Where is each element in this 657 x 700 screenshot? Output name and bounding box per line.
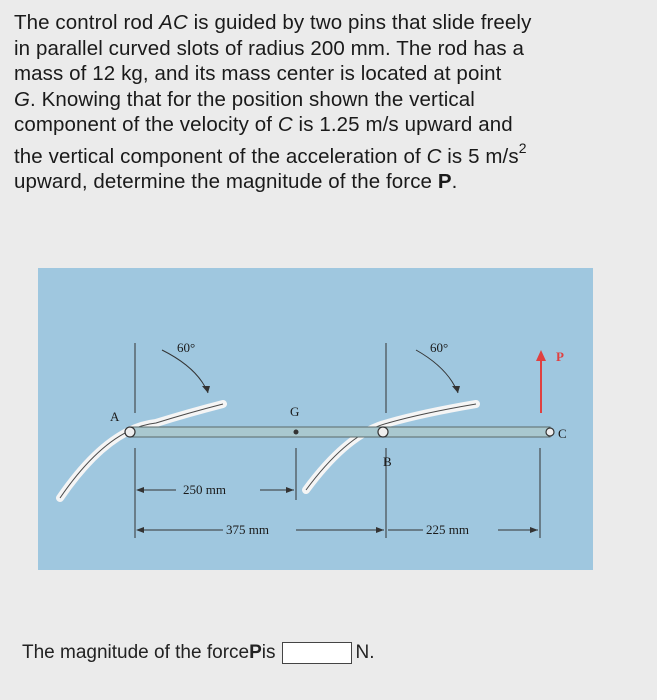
problem-line	[14, 169, 644, 195]
control-rod	[130, 427, 550, 437]
answer-bold-symbol: P	[249, 642, 262, 663]
figure-diagram	[38, 268, 593, 570]
mass-center-G	[294, 430, 299, 435]
dim-375: 375 mm	[226, 522, 269, 537]
label-B: B	[383, 454, 392, 469]
problem-line	[14, 87, 644, 113]
answer-prefix: The magnitude of the force	[22, 642, 250, 663]
angle-label-left: 60°	[177, 340, 196, 355]
problem-text: C	[426, 144, 442, 168]
problem-text: mass of 12 kg, and its mass center is located at point	[14, 62, 502, 86]
pin-A	[125, 427, 135, 437]
problem-text: upward, determine the magnitude of the force	[14, 170, 438, 194]
problem-text: is guided by two pins that slide freely	[187, 11, 532, 34]
pin-B	[378, 427, 388, 437]
problem-text: in parallel curved slots of radius 200 mm. The rod has a	[14, 36, 525, 60]
answer-suffix: is	[261, 642, 276, 663]
label-G: G	[290, 404, 300, 419]
problem-text: 2	[518, 139, 527, 156]
problem-line	[14, 112, 644, 138]
problem-line	[14, 36, 644, 62]
angle-label-right: 60°	[430, 340, 449, 355]
problem-line	[14, 61, 644, 87]
problem-line	[14, 138, 644, 169]
answer-row	[22, 642, 375, 664]
problem-text: the vertical component of the acceleration of	[14, 144, 427, 168]
label-C: C	[558, 426, 567, 441]
right-curved-slot	[306, 404, 476, 490]
label-P: P	[556, 349, 564, 364]
dim-225: 225 mm	[426, 522, 469, 537]
problem-text: C	[277, 113, 293, 137]
problem-text: AC	[159, 11, 188, 34]
problem-text: .	[451, 170, 458, 194]
problem-text: The control rod	[14, 11, 160, 34]
problem-statement	[14, 10, 644, 195]
label-A: A	[110, 409, 120, 424]
dim-250: 250 mm	[183, 482, 226, 497]
problem-text: is 1.25 m/s upward and	[292, 113, 513, 137]
problem-text: G	[14, 87, 31, 111]
problem-text: . Knowing that for the position shown the vertical	[30, 87, 475, 111]
point-C	[546, 428, 554, 436]
answer-unit: N.	[355, 642, 375, 663]
problem-text: component of the velocity of	[14, 113, 278, 137]
problem-text: P	[437, 170, 452, 194]
problem-line	[14, 10, 644, 36]
answer-input[interactable]	[282, 642, 352, 664]
problem-text: is 5 m/s	[441, 144, 519, 168]
